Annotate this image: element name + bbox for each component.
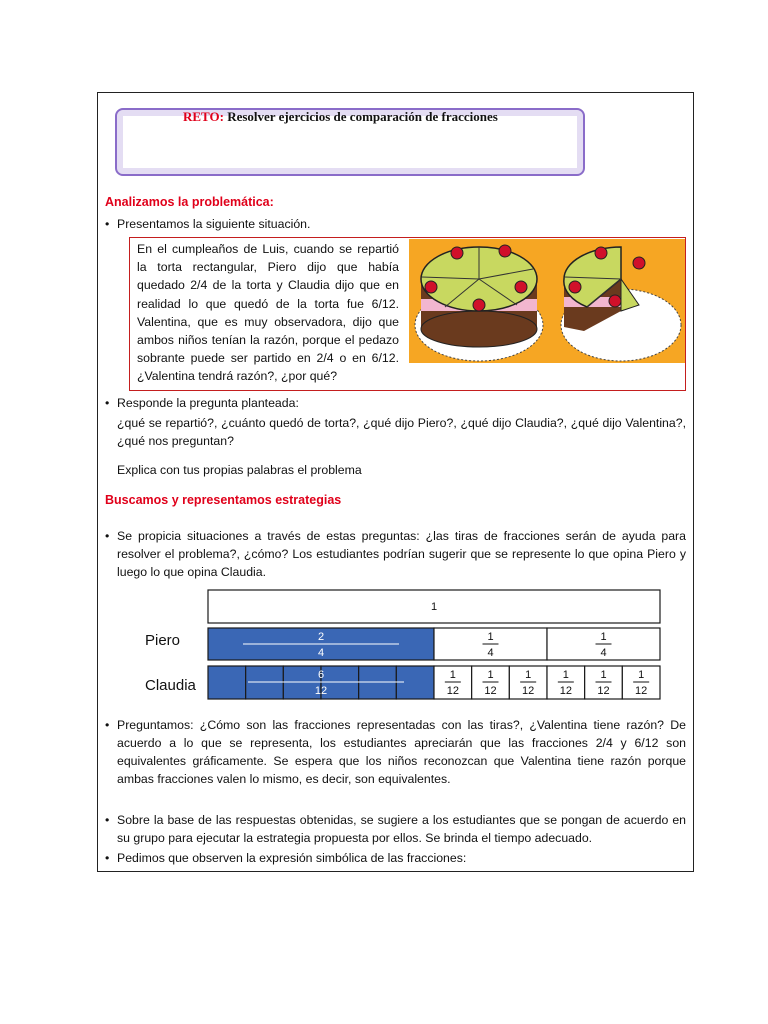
quarter-fraction-3-denominator: 4 [487,647,494,659]
reto-text: Resolver ejercicios de comparación de fracciones [223,109,498,124]
piero-label: Piero [145,632,181,649]
bullet-sobre-la-base: • Sobre la base de las respuestas obtenidas, se sugiere a los estudiantes que se pongan de acuerdo en su grupo para ejecutar la estrategia propuesta por ellos. Se brinda el tiempo adecuado. [117,811,686,847]
questions-text: ¿qué se repartió?, ¿cuánto quedó de torta?, ¿qué dijo Piero?, ¿qué dijo Claudia?, ¿qué dijo Valentina?, ¿qué nos preguntan? [117,416,686,448]
bullet-responde: • Responde la pregunta planteada: [117,394,299,412]
story-text: En el cumpleaños de Luis, cuando se repartió la torta rectangular, Piero dijo que había quedado 2/4 de la torta y Claudia dijo que en realidad lo que quedó de la torta fue 6/12. Valentina, que es muy observadora, dijo que ambos niños tenían la razón, porque el pedazo sobrante puede ser partido en 2/4 o en 6/12. ¿Valentina tendrá razón?, ¿por qué? [137,242,399,384]
explain-text: Explica con tus propias palabras el problema [117,463,362,477]
claudia-twelfth-segment-1 [208,666,246,699]
claudia-fraction-denominator: 12 [314,685,328,697]
twelfth-fraction-7-denominator: 12 [446,685,459,697]
twelfth-fraction-7-numerator: 1 [449,669,456,681]
section-heading-analizamos: Analizamos la problemática: [105,195,274,209]
whole-label: 1 [430,601,438,613]
twelfth-fraction-11-denominator: 12 [597,685,610,697]
twelfth-fraction-10-denominator: 12 [559,685,572,697]
bullet-presentamos: • Presentamos la siguiente situación. [117,215,310,233]
claudia-fraction-numerator: 6 [317,669,325,681]
quarter-fraction-4-numerator: 1 [600,631,607,643]
bullet-propicia: • Se propicia situaciones a través de estas preguntas: ¿las tiras de fracciones serán de ayuda para resolver el problema?, ¿cómo? Los estudiantes podrían sugerir que se represente lo que opina Piero y luego lo que opina Claudia. [117,527,686,581]
claudia-label: Claudia [145,677,196,694]
bullet-pedimos: • Pedimos que observen la expresión simbólica de las fracciones: [117,849,466,867]
twelfth-fraction-12-denominator: 12 [635,685,648,697]
twelfth-fraction-11-numerator: 1 [600,669,607,681]
twelfth-fraction-8-denominator: 12 [484,685,497,697]
twelfth-fraction-8-numerator: 1 [487,669,494,681]
section-heading-buscamos: Buscamos y representamos estrategias [105,493,342,507]
quarter-fraction-3-numerator: 1 [487,631,494,643]
quarter-fraction-4-denominator: 4 [600,647,607,659]
bullet-preguntamos: • Preguntamos: ¿Cómo son las fracciones representadas con las tiras?, ¿Valentina tiene razón? De acuerdo a lo que se representa, los estudiantes apreciarán que las fracciones 2/4 y 6/12 son equivalentes gráficamente. Se espera que los niños reconozcan que Valentina tiene razón porque ambas fracciones valen lo mismo, es decir, son equivalentes. [117,716,686,788]
twelfth-fraction-10-numerator: 1 [562,669,569,681]
piero-fraction-denominator: 4 [317,647,325,659]
twelfth-fraction-12-numerator: 1 [638,669,645,681]
twelfth-fraction-9-denominator: 12 [522,685,535,697]
twelfth-fraction-9-numerator: 1 [525,669,532,681]
reto-label: RETO: [183,109,224,124]
piero-fraction-numerator: 2 [317,631,325,643]
